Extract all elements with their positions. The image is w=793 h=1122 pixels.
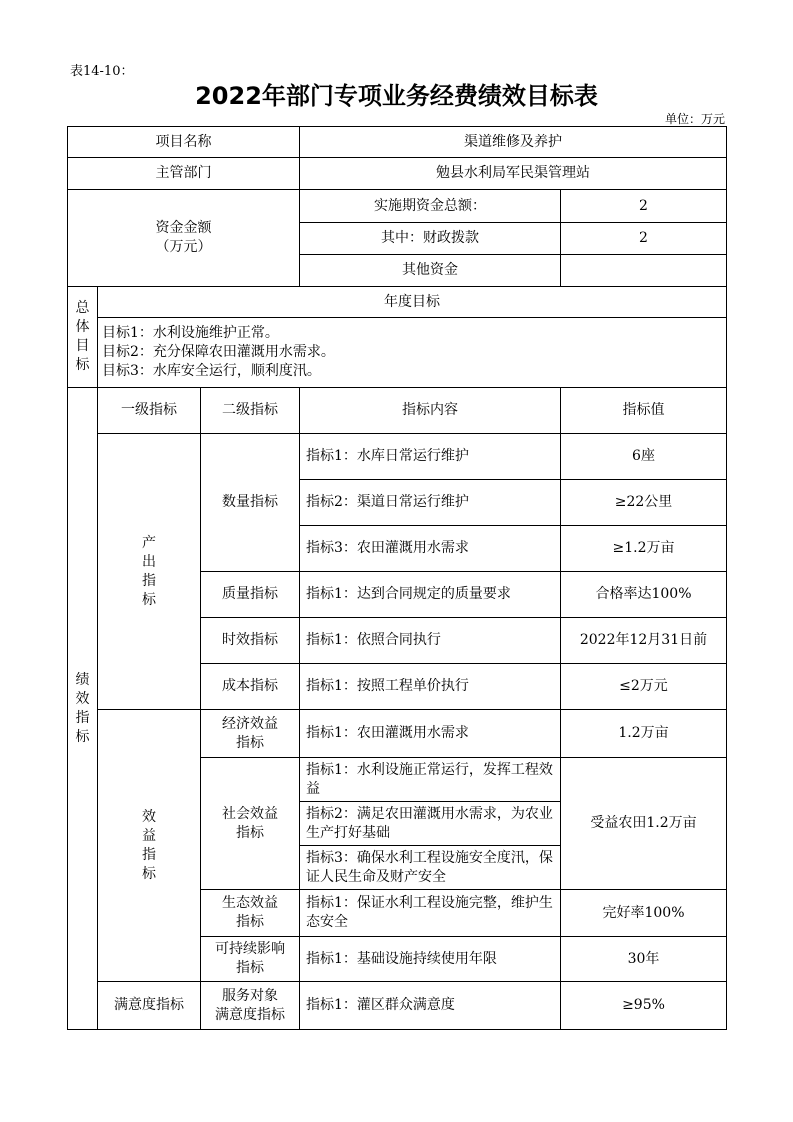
indicator-value: 完好率100%: [561, 890, 727, 937]
indicator-value: 合格率达100%: [561, 572, 727, 618]
header-value: 指标值: [561, 388, 727, 434]
table-row: [68, 982, 727, 1030]
satisfaction-indicator: 满意度指标: [98, 982, 201, 1030]
indicator-value: 受益农田1.2万亩: [561, 758, 727, 890]
indicator-header-row: [68, 388, 727, 434]
department-label: 主管部门: [68, 158, 300, 190]
department-row: [68, 158, 727, 190]
indicator-content: 指标1：依照合同执行: [300, 618, 561, 664]
table-number: 表14-10：: [70, 64, 134, 79]
indicator-value: 30年: [561, 937, 727, 982]
indicator-content: 指标1：按照工程单价执行: [300, 664, 561, 710]
indicator-content: 指标3：农田灌溉用水需求: [300, 526, 561, 572]
indicator-value: ≤2万元: [561, 664, 727, 710]
service-satisfaction-indicator: 服务对象 满意度指标: [201, 982, 300, 1030]
timeliness-indicator: 时效指标: [201, 618, 300, 664]
funds-label: [68, 190, 300, 287]
indicator-value: 6座: [561, 434, 727, 480]
annual-goal-content-row: [68, 318, 727, 388]
funds-fiscal-value: 2: [561, 223, 727, 255]
indicator-value: 2022年12月31日前: [561, 618, 727, 664]
indicator-content: 指标2：渠道日常运行维护: [300, 480, 561, 526]
funds-label-line2: （万元）: [155, 239, 212, 255]
indicator-content: 指标1：农田灌溉用水需求: [300, 710, 561, 758]
funds-total-value: 2: [561, 190, 727, 223]
header-level1: 一级指标: [98, 388, 201, 434]
economic-benefit-indicator: 经济效益 指标: [201, 710, 300, 758]
annual-goal-label: 年度目标: [98, 287, 727, 318]
indicator-content: 指标1：灌区群众满意度: [300, 982, 561, 1030]
page-title: 2022年部门专项业务经费绩效目标表: [195, 82, 598, 110]
indicator-value: ≥1.2万亩: [561, 526, 727, 572]
header-level2: 二级指标: [201, 388, 300, 434]
performance-target-table: [67, 126, 727, 1030]
header-content: 指标内容: [300, 388, 561, 434]
project-name-row: [68, 127, 727, 158]
funds-label-line1: 资金金额: [155, 220, 212, 236]
project-name-value: 渠道维修及养护: [300, 127, 727, 158]
funds-other-value: [561, 255, 727, 287]
funds-other-label: 其他资金: [300, 255, 561, 287]
indicator-content: 指标2：满足农田灌溉用水需求，为农业生产打好基础: [300, 802, 561, 846]
indicator-content: 指标1：基础设施持续使用年限: [300, 937, 561, 982]
cost-indicator: 成本指标: [201, 664, 300, 710]
table-row: [68, 434, 727, 480]
indicator-value: 1.2万亩: [561, 710, 727, 758]
overall-goal-side-label: 总 体 目 标: [68, 287, 98, 388]
goal-1: 目标1：水利设施维护正常。: [102, 325, 279, 341]
goal-3: 目标3：水库安全运行，顺利度汛。: [102, 363, 321, 379]
annual-goal-header-row: [68, 287, 727, 318]
social-benefit-indicator: 社会效益 指标: [201, 758, 300, 890]
indicator-content: 指标1：水利设施正常运行，发挥工程效益: [300, 758, 561, 802]
department-value: 勉县水利局军民渠管理站: [300, 158, 727, 190]
performance-side-label: 绩 效 指 标: [68, 388, 98, 1030]
quality-indicator: 质量指标: [201, 572, 300, 618]
annual-goal-content: [98, 318, 727, 388]
indicator-value: ≥95%: [561, 982, 727, 1030]
funds-fiscal-label: 其中：财政拨款: [300, 223, 561, 255]
output-indicator-label: 产 出 指 标: [98, 434, 201, 710]
project-name-label: 项目名称: [68, 127, 300, 158]
indicator-value: ≥22公里: [561, 480, 727, 526]
indicator-content: 指标3：确保水利工程设施安全度汛，保证人民生命及财产安全: [300, 846, 561, 890]
funds-total-label: 实施期资金总额：: [300, 190, 561, 223]
indicator-content: 指标1：保证水利工程设施完整，维护生态安全: [300, 890, 561, 937]
ecological-benefit-indicator: 生态效益 指标: [201, 890, 300, 937]
table-row: [68, 710, 727, 758]
sustainability-indicator: 可持续影响 指标: [201, 937, 300, 982]
quantity-indicator: 数量指标: [201, 434, 300, 572]
goal-2: 目标2：充分保障农田灌溉用水需求。: [102, 344, 335, 360]
funds-total-row: [68, 190, 727, 223]
indicator-content: 指标1：达到合同规定的质量要求: [300, 572, 561, 618]
unit-label: 单位：万元: [664, 112, 725, 126]
benefit-indicator-label: 效 益 指 标: [98, 710, 201, 982]
indicator-content: 指标1：水库日常运行维护: [300, 434, 561, 480]
